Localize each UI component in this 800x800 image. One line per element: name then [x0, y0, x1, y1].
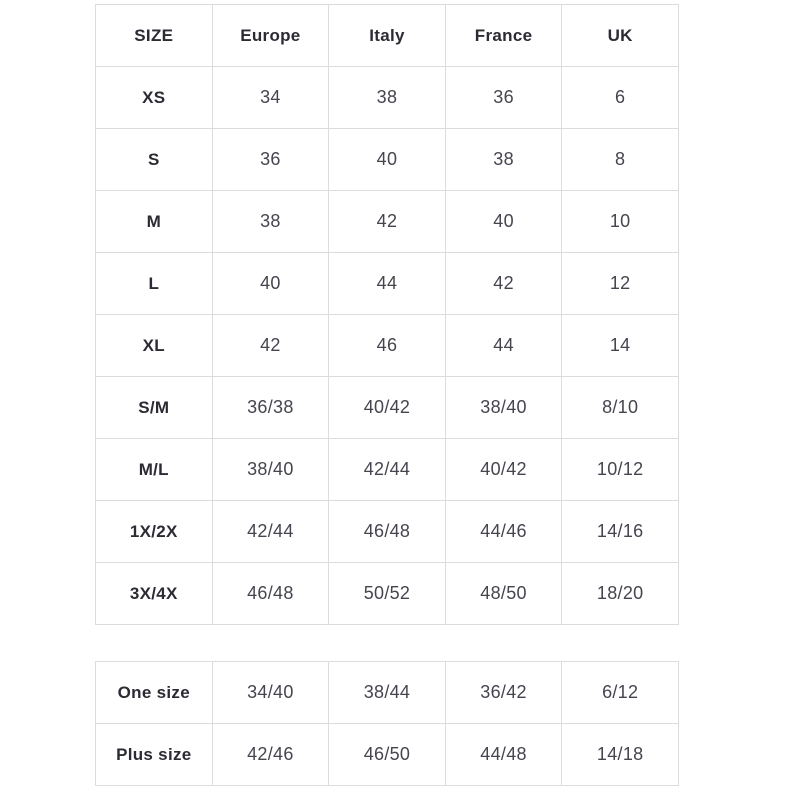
column-header-uk: UK — [562, 5, 679, 67]
cell-france: 38/40 — [445, 377, 562, 439]
cell-uk: 12 — [562, 253, 679, 315]
cell-uk: 10 — [562, 191, 679, 253]
size-label: XL — [96, 315, 213, 377]
cell-europe: 42/44 — [212, 501, 329, 563]
size-label: Plus size — [96, 724, 213, 786]
table-row-s — [96, 129, 679, 191]
column-header-size: SIZE — [96, 5, 213, 67]
cell-uk: 10/12 — [562, 439, 679, 501]
cell-uk: 8 — [562, 129, 679, 191]
cell-italy: 40/42 — [329, 377, 446, 439]
cell-france: 40 — [445, 191, 562, 253]
table-row-l — [96, 253, 679, 315]
size-label: 1X/2X — [96, 501, 213, 563]
cell-france: 38 — [445, 129, 562, 191]
cell-italy: 38/44 — [329, 662, 446, 724]
size-label: S — [96, 129, 213, 191]
table-row-m — [96, 191, 679, 253]
cell-uk: 8/10 — [562, 377, 679, 439]
cell-france: 36/42 — [445, 662, 562, 724]
cell-europe: 36 — [212, 129, 329, 191]
cell-france: 48/50 — [445, 563, 562, 625]
table-row-plus-size — [96, 724, 679, 786]
cell-europe: 38 — [212, 191, 329, 253]
cell-uk: 6 — [562, 67, 679, 129]
cell-italy: 42 — [329, 191, 446, 253]
cell-italy: 42/44 — [329, 439, 446, 501]
cell-france: 42 — [445, 253, 562, 315]
column-header-france: France — [445, 5, 562, 67]
column-header-europe: Europe — [212, 5, 329, 67]
size-conversion-table — [95, 4, 679, 625]
cell-uk: 6/12 — [562, 662, 679, 724]
table-row-xs — [96, 67, 679, 129]
size-label: One size — [96, 662, 213, 724]
cell-italy: 46/48 — [329, 501, 446, 563]
cell-italy: 40 — [329, 129, 446, 191]
cell-france: 36 — [445, 67, 562, 129]
size-label: S/M — [96, 377, 213, 439]
cell-uk: 14 — [562, 315, 679, 377]
cell-europe: 40 — [212, 253, 329, 315]
cell-europe: 34/40 — [212, 662, 329, 724]
cell-europe: 34 — [212, 67, 329, 129]
size-label: M/L — [96, 439, 213, 501]
size-label: L — [96, 253, 213, 315]
cell-italy: 50/52 — [329, 563, 446, 625]
size-label: 3X/4X — [96, 563, 213, 625]
cell-europe: 46/48 — [212, 563, 329, 625]
table-row-1x2x — [96, 501, 679, 563]
table-row-3x4x — [96, 563, 679, 625]
table-row-ml — [96, 439, 679, 501]
table-row-sm — [96, 377, 679, 439]
cell-europe: 38/40 — [212, 439, 329, 501]
cell-uk: 14/18 — [562, 724, 679, 786]
cell-europe: 42/46 — [212, 724, 329, 786]
column-header-italy: Italy — [329, 5, 446, 67]
cell-france: 44 — [445, 315, 562, 377]
cell-france: 44/48 — [445, 724, 562, 786]
cell-uk: 18/20 — [562, 563, 679, 625]
cell-italy: 44 — [329, 253, 446, 315]
cell-italy: 46/50 — [329, 724, 446, 786]
cell-europe: 42 — [212, 315, 329, 377]
header-row — [96, 5, 679, 67]
table-row-xl — [96, 315, 679, 377]
cell-italy: 38 — [329, 67, 446, 129]
cell-france: 40/42 — [445, 439, 562, 501]
cell-uk: 14/16 — [562, 501, 679, 563]
size-label: XS — [96, 67, 213, 129]
table-row-one-size — [96, 662, 679, 724]
cell-france: 44/46 — [445, 501, 562, 563]
cell-italy: 46 — [329, 315, 446, 377]
special-sizes-table — [95, 661, 679, 786]
size-label: M — [96, 191, 213, 253]
cell-europe: 36/38 — [212, 377, 329, 439]
